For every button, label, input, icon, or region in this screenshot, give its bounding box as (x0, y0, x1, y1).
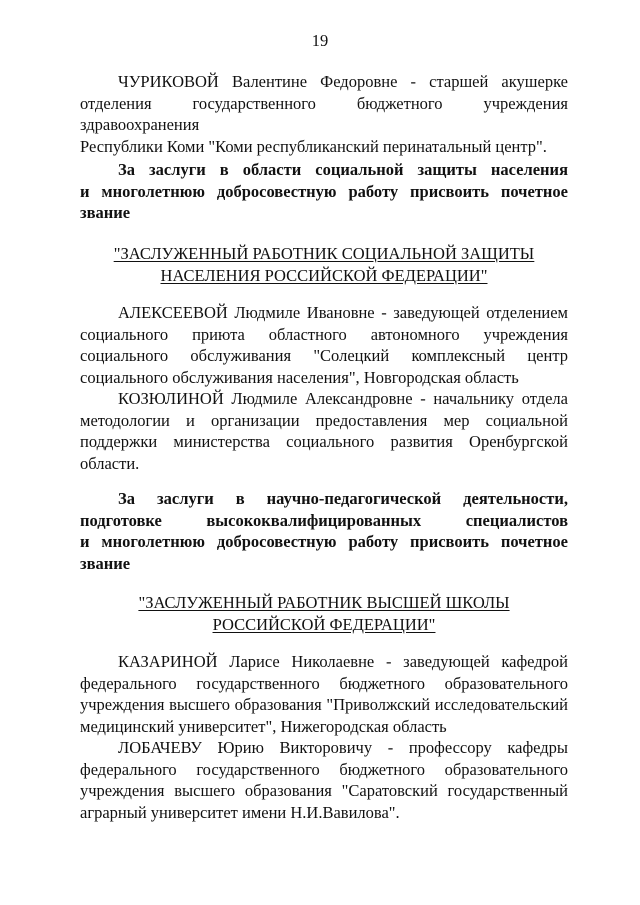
honorary-title-higher-school (80, 592, 568, 636)
title-line: "ЗАСЛУЖЕННЫЙ РАБОТНИК ВЫСШЕЙ ШКОЛЫ (138, 593, 510, 612)
text-line: отделения государственного бюджетного учреждения здравоохранения (80, 93, 568, 134)
award-paragraph-kozyulina (80, 388, 568, 474)
text-line: федерального государственного бюджетного образовательного (80, 673, 568, 693)
title-line: "ЗАСЛУЖЕННЫЙ РАБОТНИК СОЦИАЛЬНОЙ ЗАЩИТЫ (113, 244, 535, 263)
text-line: поддержки министерства социального развития Оренбургской (80, 432, 568, 451)
text-line: За заслуги в области социальной защиты населения (118, 160, 568, 179)
text-line: социального обслуживания населения", Новгородская область (80, 367, 519, 387)
text-line: подготовке высококвалифицированных специалистов (80, 510, 568, 530)
text-line: области. (80, 453, 140, 473)
text-line: КАЗАРИНОЙ Ларисе Николаевне - заведующей кафедрой (118, 652, 568, 671)
text-line: ЛОБАЧЕВУ Юрию Викторовичу - профессору кафедры (118, 738, 568, 757)
honorary-title-social-protection (80, 243, 568, 287)
text-line: методологии и организации предоставления мер социальной (80, 410, 568, 430)
text-line: аграрный университет имени Н.И.Вавилова". (80, 802, 400, 822)
text-line: социального обслуживания "Солецкий комплексный центр (80, 346, 568, 365)
award-paragraph-alekseeva (80, 302, 568, 388)
text-line: социального приюта областного автономного учреждения (80, 324, 568, 344)
section-heading-higher-school (80, 488, 568, 574)
text-line: звание (80, 203, 131, 222)
award-paragraph-lobachev (80, 737, 568, 823)
text-line: звание (80, 553, 131, 573)
text-line: федерального государственного бюджетного образовательного (80, 759, 568, 779)
title-line: РОССИЙСКОЙ ФЕДЕРАЦИИ" (212, 615, 436, 634)
text-line: КОЗЮЛИНОЙ Людмиле Александровне - начальнику отдела (118, 389, 568, 408)
title-line: НАСЕЛЕНИЯ РОССИЙСКОЙ ФЕДЕРАЦИИ" (160, 266, 488, 285)
page-number: 19 (311, 31, 329, 50)
text-line: учреждения высшего образования "Саратовский государственный (80, 781, 568, 800)
section-heading-social-protection (80, 159, 568, 224)
text-line: и многолетнюю добросовестную работу присвоить почетное (80, 181, 568, 201)
text-line: медицинский университет", Нижегородская область (80, 716, 447, 736)
award-paragraph-churikova (80, 71, 568, 157)
text-line: АЛЕКСЕЕВОЙ Людмиле Ивановне - заведующей отделением (118, 303, 568, 322)
award-paragraph-kazarina (80, 651, 568, 737)
text-line: Республики Коми "Коми республиканский перинатальный центр". (80, 136, 547, 156)
text-line: За заслуги в научно-педагогической деятельности, (118, 489, 568, 508)
text-line: и многолетнюю добросовестную работу присвоить почетное (80, 532, 568, 551)
text-line: учреждения высшего образования "Приволжский исследовательский (80, 695, 568, 714)
text-line: ЧУРИКОВОЙ Валентине Федоровне - старшей акушерке (118, 72, 568, 91)
